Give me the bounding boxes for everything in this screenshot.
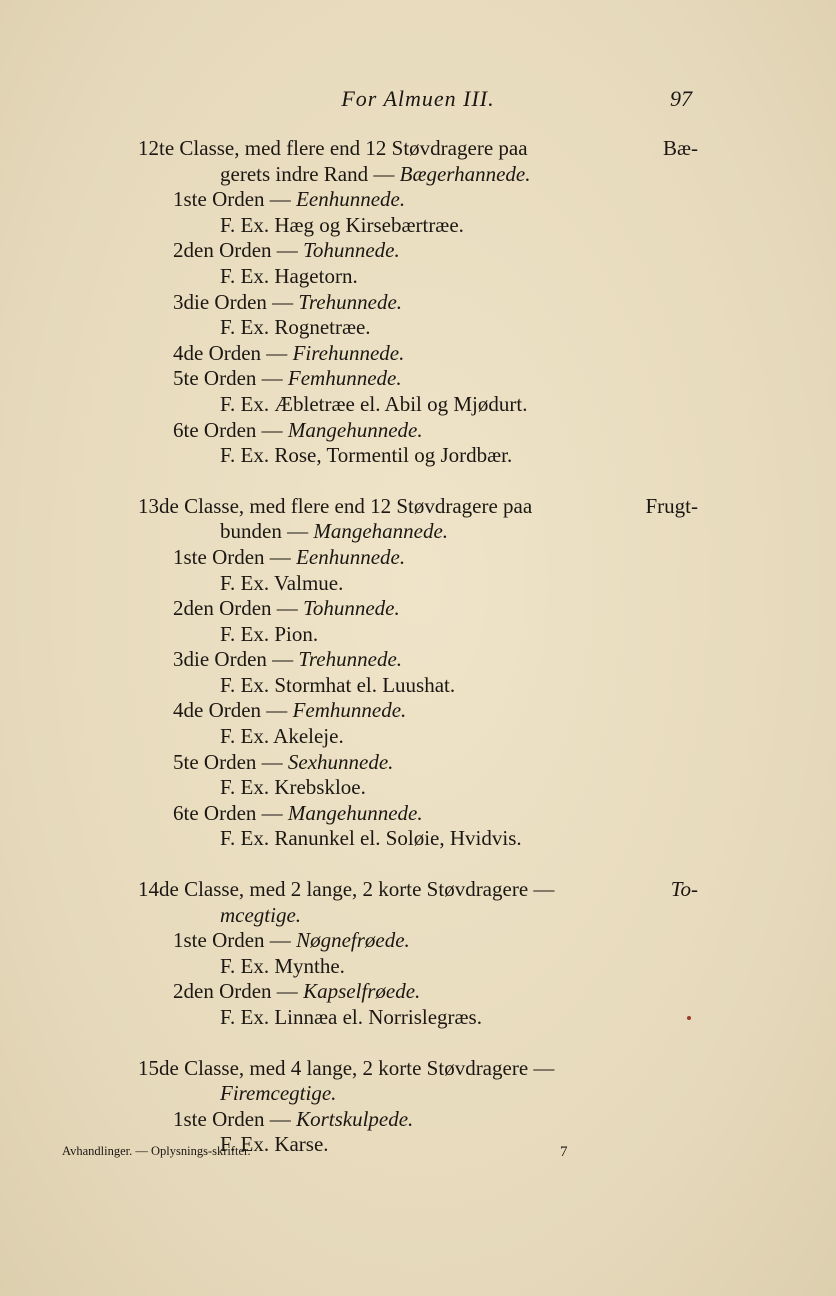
order-line: 4de Orden — Femhunnede. [173,698,407,723]
class-14-heading-cont: mcegtige. [220,902,302,927]
example-line: F. Ex. Stormhat el. Luushat. [220,672,456,697]
class-15-block [138,1056,698,1158]
order-line: 3die Orden — Trehunnede. [173,647,403,672]
class-15-heading-cont: Firemcegtige. [220,1081,337,1106]
example-line: F. Ex. Pion. [220,621,319,646]
example-line: F. Ex. Krebskloe. [220,775,366,800]
class-15-heading: 15de Classe, med 4 lange, 2 korte Støvdragere — [138,1055,555,1080]
ink-speck [687,1016,691,1020]
order-line: 1ste Orden — Eenhunnede. [173,187,406,212]
class-13-block [138,494,698,852]
order-line: 5te Orden — Sexhunnede. [173,749,394,774]
example-line: F. Ex. Hæg og Kirsebærtræe. [220,212,464,237]
page-number: 97 [670,86,692,111]
page-body [138,136,698,1158]
signature-mark: 7 [560,1144,568,1160]
order-line: 6te Orden — Mangehunnede. [173,417,423,442]
class-14-block [138,877,698,1031]
order-line: 1ste Orden — Kortskulpede. [173,1106,414,1131]
example-line: F. Ex. Akeleje. [220,724,344,749]
example-line: F. Ex. Hagetorn. [220,263,358,288]
example-line: F. Ex. Valmue. [220,570,344,595]
order-line: 1ste Orden — Eenhunnede. [173,544,406,569]
order-line: 2den Orden — Kapselfrøede. [173,979,421,1004]
order-line: 1ste Orden — Nøgnefrøede. [173,928,410,953]
example-line: F. Ex. Linnæa el. Norrislegræs. [220,1005,482,1029]
example-line: F. Ex. Æbletræe el. Abil og Mjødurt. [220,391,528,416]
example-line: F. Ex. Karse. [220,1132,329,1157]
example-line: F. Ex. Ranunkel el. Soløie, Hvidvis. [220,826,522,851]
class-13-heading-cont: bunden — Mangehannede. [220,519,449,544]
footer-series-title: Avhandlinger. — Oplysnings-skrifter. [62,1144,251,1158]
order-line: 2den Orden — Tohunnede. [173,596,400,621]
class-12-heading-cont: gerets indre Rand — Bægerhannede. [220,161,531,186]
example-line: F. Ex. Rose, Tormentil og Jordbær. [220,443,513,468]
example-line: F. Ex. Rognetræe. [220,315,371,340]
running-title: For Almuen III. [341,86,495,111]
order-line: 4de Orden — Firehunnede. [173,340,405,365]
example-line: F. Ex. Mynthe. [220,953,345,978]
class-13-heading: 13de Classe, med flere end 12 Støvdragere paa Frugt- [138,493,698,518]
class-14-heading: 14de Classe, med 2 lange, 2 korte Støvdragere — To- [138,877,698,902]
class-12-heading: 12te Classe, med flere end 12 Støvdragere paa Bæ- [138,136,698,160]
class-12-block [138,136,698,469]
order-line: 2den Orden — Tohunnede. [173,238,400,263]
order-line: 3die Orden — Trehunnede. [173,289,403,314]
order-line: 5te Orden — Femhunnede. [173,366,402,391]
order-line: 6te Orden — Mangehunnede. [173,800,423,825]
